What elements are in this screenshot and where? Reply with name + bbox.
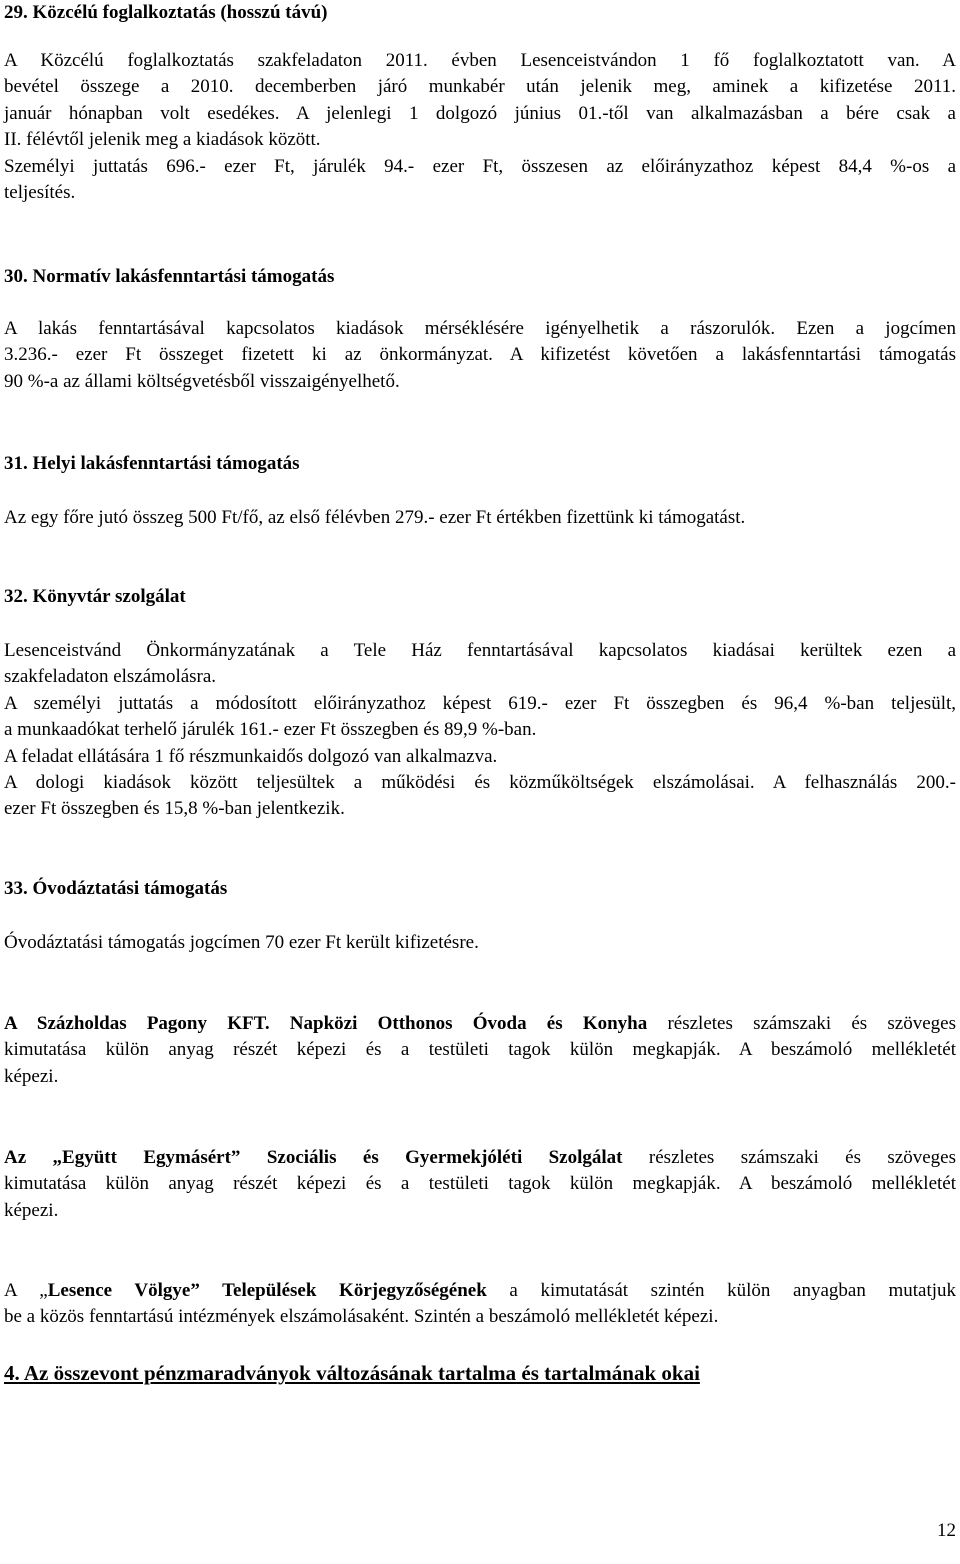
paragraph-line: A Százholdas Pagony KFT. Napközi Otthonos Óvoda és Konyha részletes számszaki és szöveges	[4, 1013, 956, 1034]
section-31-heading: 31. Helyi lakásfenntartási támogatás	[4, 453, 300, 474]
paragraph-line: II. félévtől jelenik meg a kiadások között.	[4, 129, 321, 151]
section-33-heading: 33. Óvodáztatási támogatás	[4, 878, 228, 899]
institution-name: Lesence Völgye” Települések Körjegyzőségének	[47, 1280, 487, 1301]
paragraph-line: be a közös fenntartású intézmények elszámolásaként. Szintén a beszámoló mellékletét képezi.	[4, 1306, 719, 1328]
paragraph-line: szakfeladaton elszámolásra.	[4, 666, 217, 688]
institution-name: Az „Együtt Egymásért” Szociális és Gyermekjóléti Szolgálat	[4, 1147, 623, 1168]
section-30-heading: 30. Normatív lakásfenntartási támogatás	[4, 266, 335, 287]
section-32-heading: 32. Könyvtár szolgálat	[4, 586, 186, 607]
paragraph-line: A feladat ellátására 1 fő részmunkaidős dolgozó van alkalmazva.	[4, 745, 498, 767]
paragraph-line: Az egy főre jutó összeg 500 Ft/fő, az első félévben 279.- ezer Ft értékben fizettünk ki támogatást.	[4, 507, 746, 528]
pagony-paragraph	[4, 1011, 956, 1090]
unit-name: A Közcélú foglalkoztatás szakfeladaton	[4, 50, 363, 71]
section-32	[4, 584, 956, 610]
section-33-body	[4, 930, 956, 956]
section-30-body	[4, 316, 956, 395]
section-29	[4, 0, 956, 26]
paragraph-line: Személyi juttatás 696.- ezer Ft, járulék 94.- ezer Ft, összesen az előirányzathoz képest 84,4 %-os a	[4, 155, 956, 177]
paragraph-line: Lesenceistvánd Önkormányzatának a Tele Ház fenntartásával kapcsolatos kiadásai kerültek ezen a	[4, 640, 956, 661]
lesence-paragraph	[4, 1278, 956, 1331]
paragraph-line: ezer Ft összegben és 15,8 %-ban jelentkezik.	[4, 798, 345, 820]
paragraph-line: A személyi juttatás a módosított előirányzathoz képest 619.- ezer Ft összegben és 96,4 %-ban teljesült,	[4, 692, 956, 714]
paragraph-line: január hónapban volt esedékes. A jelenlegi 1 dolgozó június 01.-től van alkalmazásban a bére csak a	[4, 102, 956, 124]
paragraph-line: a munkaadókat terhelő járulék 161.- ezer Ft összegben és 89,9 %-ban.	[4, 719, 537, 741]
paragraph-line: A Közcélú foglalkoztatás szakfeladaton 2011. évben Lesenceistvándon 1 fő foglalkoztatott van. A	[4, 50, 956, 71]
section-29-heading: 29. Közcélú foglalkoztatás (hosszú távú)	[4, 2, 328, 23]
institution-name: A Százholdas Pagony KFT. Napközi Otthonos Óvoda és Konyha	[4, 1013, 648, 1034]
section-32-body	[4, 638, 956, 823]
section-4-heading: 4. Az összevont pénzmaradványok változásának tartalma és tartalmának okai	[4, 1361, 700, 1385]
paragraph-line: Óvodáztatási támogatás jogcímen 70 ezer Ft került kifizetésre.	[4, 932, 479, 953]
paragraph-line: 90 %-a az állami költségvetésből visszaigényelhető.	[4, 370, 400, 392]
paragraph-line: kimutatása külön anyag részét képezi és a testületi tagok külön megkapják. A beszámoló mellékletét	[4, 1039, 956, 1061]
section-30	[4, 264, 956, 290]
paragraph-line: kimutatása külön anyag részét képezi és a testületi tagok külön megkapják. A beszámoló mellékletét	[4, 1173, 956, 1195]
paragraph-line: A dologi kiadások között teljesültek a működési és közműköltségek elszámolásai. A felhasználás 200.-	[4, 772, 956, 794]
section-4	[4, 1360, 956, 1386]
section-33	[4, 876, 956, 902]
paragraph-line: Az „Együtt Egymásért” Szociális és Gyermekjóléti Szolgálat részletes számszaki és szöveges	[4, 1147, 956, 1168]
paragraph-line: 3.236.- ezer Ft összeget fizetett ki az önkormányzat. A kifizetést követően a lakásfenntartási támogatás	[4, 344, 956, 366]
paragraph-line: teljesítés.	[4, 182, 76, 204]
section-29-body	[4, 48, 956, 206]
section-31-body	[4, 505, 956, 531]
section-31	[4, 451, 956, 477]
page-number: 12	[937, 1520, 956, 1541]
paragraph-line: A lakás fenntartásával kapcsolatos kiadások mérséklésére igényelhetik a rászorulók. Ezen a jogcímen	[4, 318, 956, 339]
egyutt-paragraph	[4, 1145, 956, 1224]
paragraph-line: bevétel összege a 2010. decemberben járó munkabér után jelenik meg, aminek a kifizetése 2011.	[4, 76, 956, 98]
paragraph-line: képezi.	[4, 1065, 59, 1087]
paragraph-line: képezi.	[4, 1199, 59, 1221]
paragraph-line: A „Lesence Völgye” Települések Körjegyzőségének a kimutatását szintén külön anyagban mutatjuk	[4, 1280, 956, 1301]
